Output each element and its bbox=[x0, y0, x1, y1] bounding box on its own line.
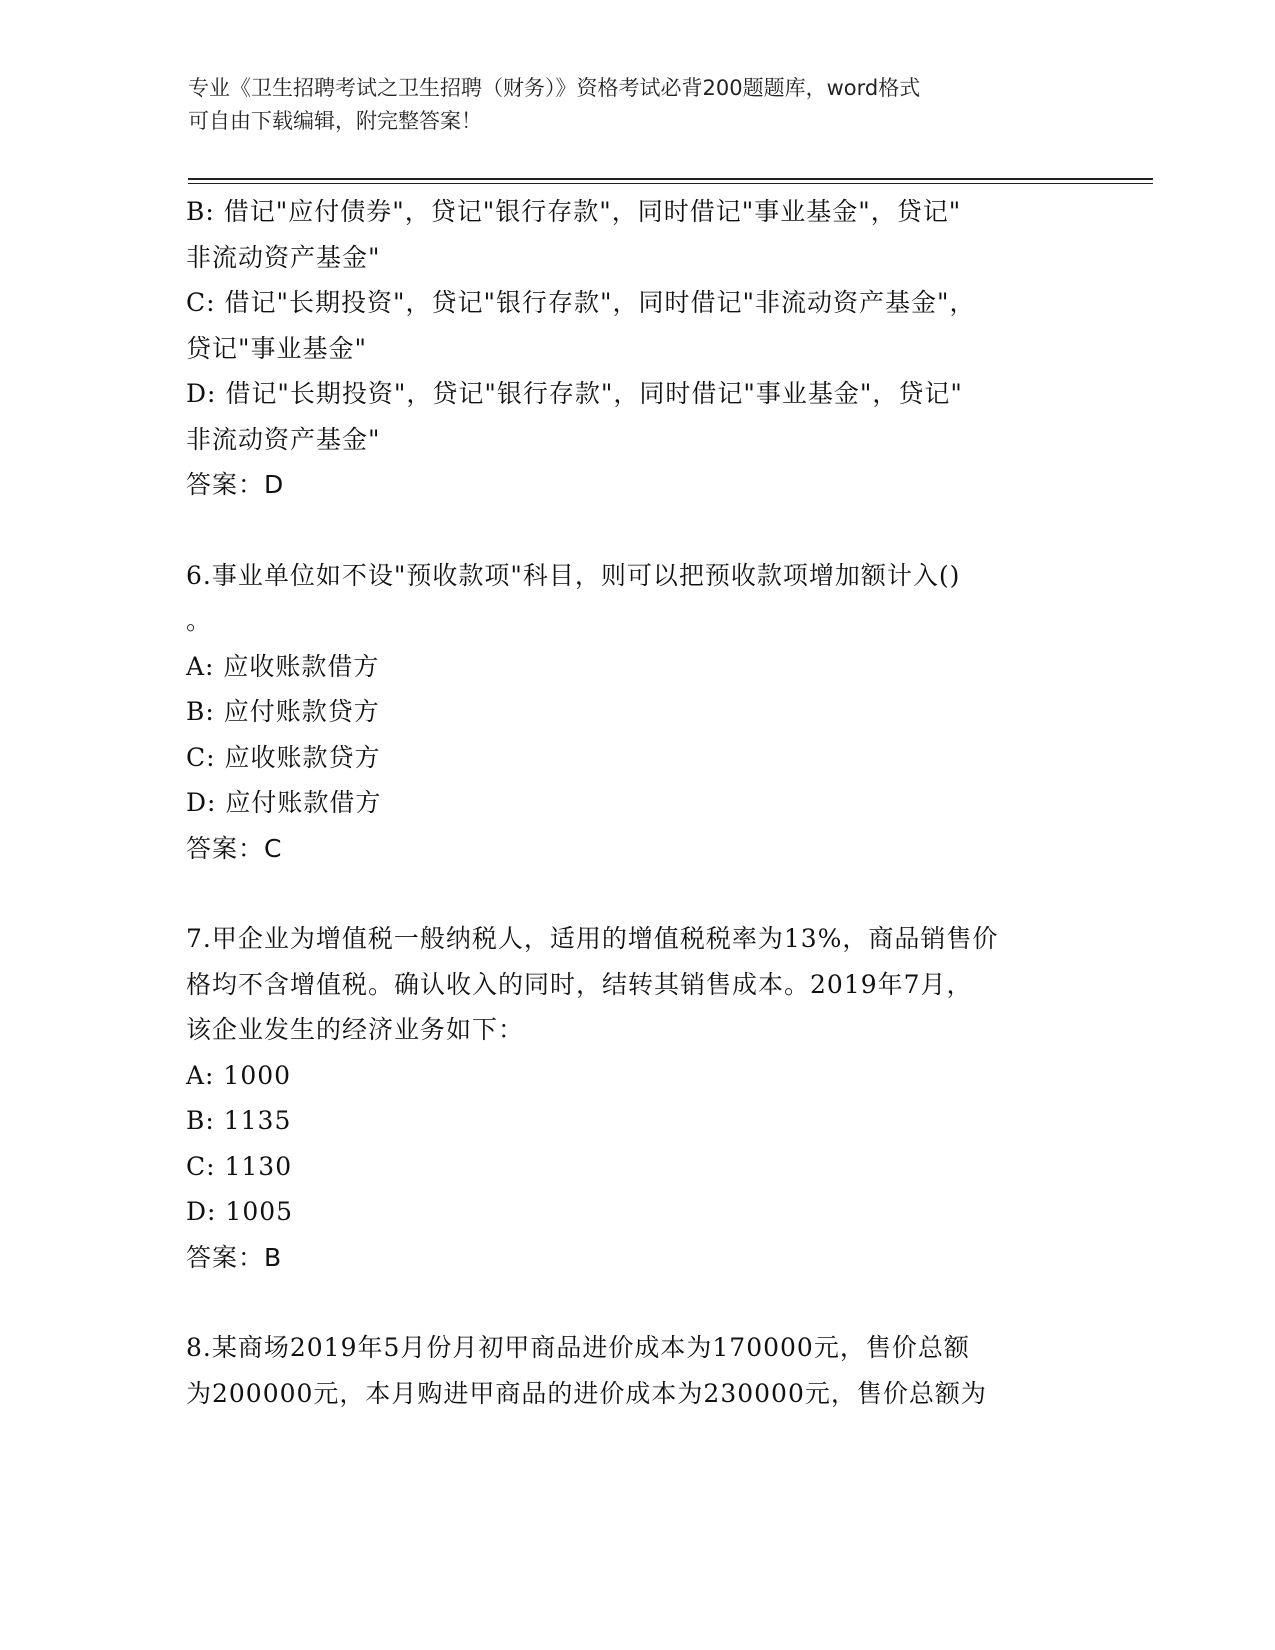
option-c: C: 1130 bbox=[186, 1151, 293, 1181]
header-title-line-1: 专业《卫生招聘考试之卫生招聘（财务）》资格考试必背200题题库，word格式 bbox=[188, 76, 921, 100]
header-divider bbox=[188, 178, 1153, 180]
option-a: A: 应收账款借方 bbox=[186, 651, 380, 681]
document-header bbox=[188, 72, 1088, 138]
answer: 答案：D bbox=[186, 470, 285, 499]
question-7 bbox=[186, 916, 1086, 1280]
option-b-line-1: B: 借记"应付债券"，贷记"银行存款"，同时借记"事业基金"，贷记" bbox=[186, 197, 962, 226]
question-8 bbox=[186, 1325, 1086, 1416]
option-b: B: 应付账款贷方 bbox=[186, 697, 380, 726]
question-stem-line-2: 格均不含增值税。确认收入的同时，结转其销售成本。2019年7月， bbox=[186, 969, 973, 999]
question-6 bbox=[186, 553, 1086, 872]
header-title-line-2: 可自由下载编辑，附完整答案！ bbox=[188, 109, 482, 133]
option-d-line-2: 非流动资产基金" bbox=[186, 424, 381, 454]
question-stem-line-2: 。 bbox=[186, 606, 213, 635]
spacer bbox=[186, 871, 1086, 916]
option-d: D: 1005 bbox=[186, 1197, 294, 1226]
question-stem-line-1: 8.某商场2019年5月份月初甲商品进价成本为170000元，售价总额 bbox=[186, 1333, 970, 1362]
option-d-line-1: D: 借记"长期投资"，贷记"银行存款"，同时借记"事业基金"，贷记" bbox=[186, 379, 963, 408]
answer: 答案：C bbox=[186, 833, 283, 863]
header-divider-thin bbox=[188, 183, 1153, 184]
option-a: A: 1000 bbox=[186, 1060, 292, 1090]
question-stem-line-1: 7.甲企业为增值税一般纳税人，适用的增值税税率为13%，商品销售价 bbox=[186, 924, 999, 953]
option-b: B: 1135 bbox=[186, 1106, 292, 1135]
question-5 bbox=[186, 189, 1086, 508]
question-stem-line-2: 为200000元，本月购进甲商品的进价成本为230000元，售价总额为 bbox=[186, 1378, 987, 1408]
option-d: D: 应付账款借方 bbox=[186, 788, 382, 817]
question-content bbox=[186, 189, 1086, 1416]
question-stem-line-3: 该企业发生的经济业务如下： bbox=[186, 1015, 525, 1044]
option-b-line-2: 非流动资产基金" bbox=[186, 242, 381, 272]
option-c-line-2: 贷记"事业基金" bbox=[186, 333, 367, 363]
spacer bbox=[186, 508, 1086, 553]
option-c-line-1: C: 借记"长期投资"，贷记"银行存款"，同时借记"非流动资产基金"， bbox=[186, 288, 976, 317]
question-stem-line-1: 6.事业单位如不设"预收款项"科目，则可以把预收款项增加额计入() bbox=[186, 560, 961, 590]
option-c: C: 应收账款贷方 bbox=[186, 742, 381, 772]
answer: 答案：B bbox=[186, 1242, 283, 1272]
spacer bbox=[186, 1280, 1086, 1325]
